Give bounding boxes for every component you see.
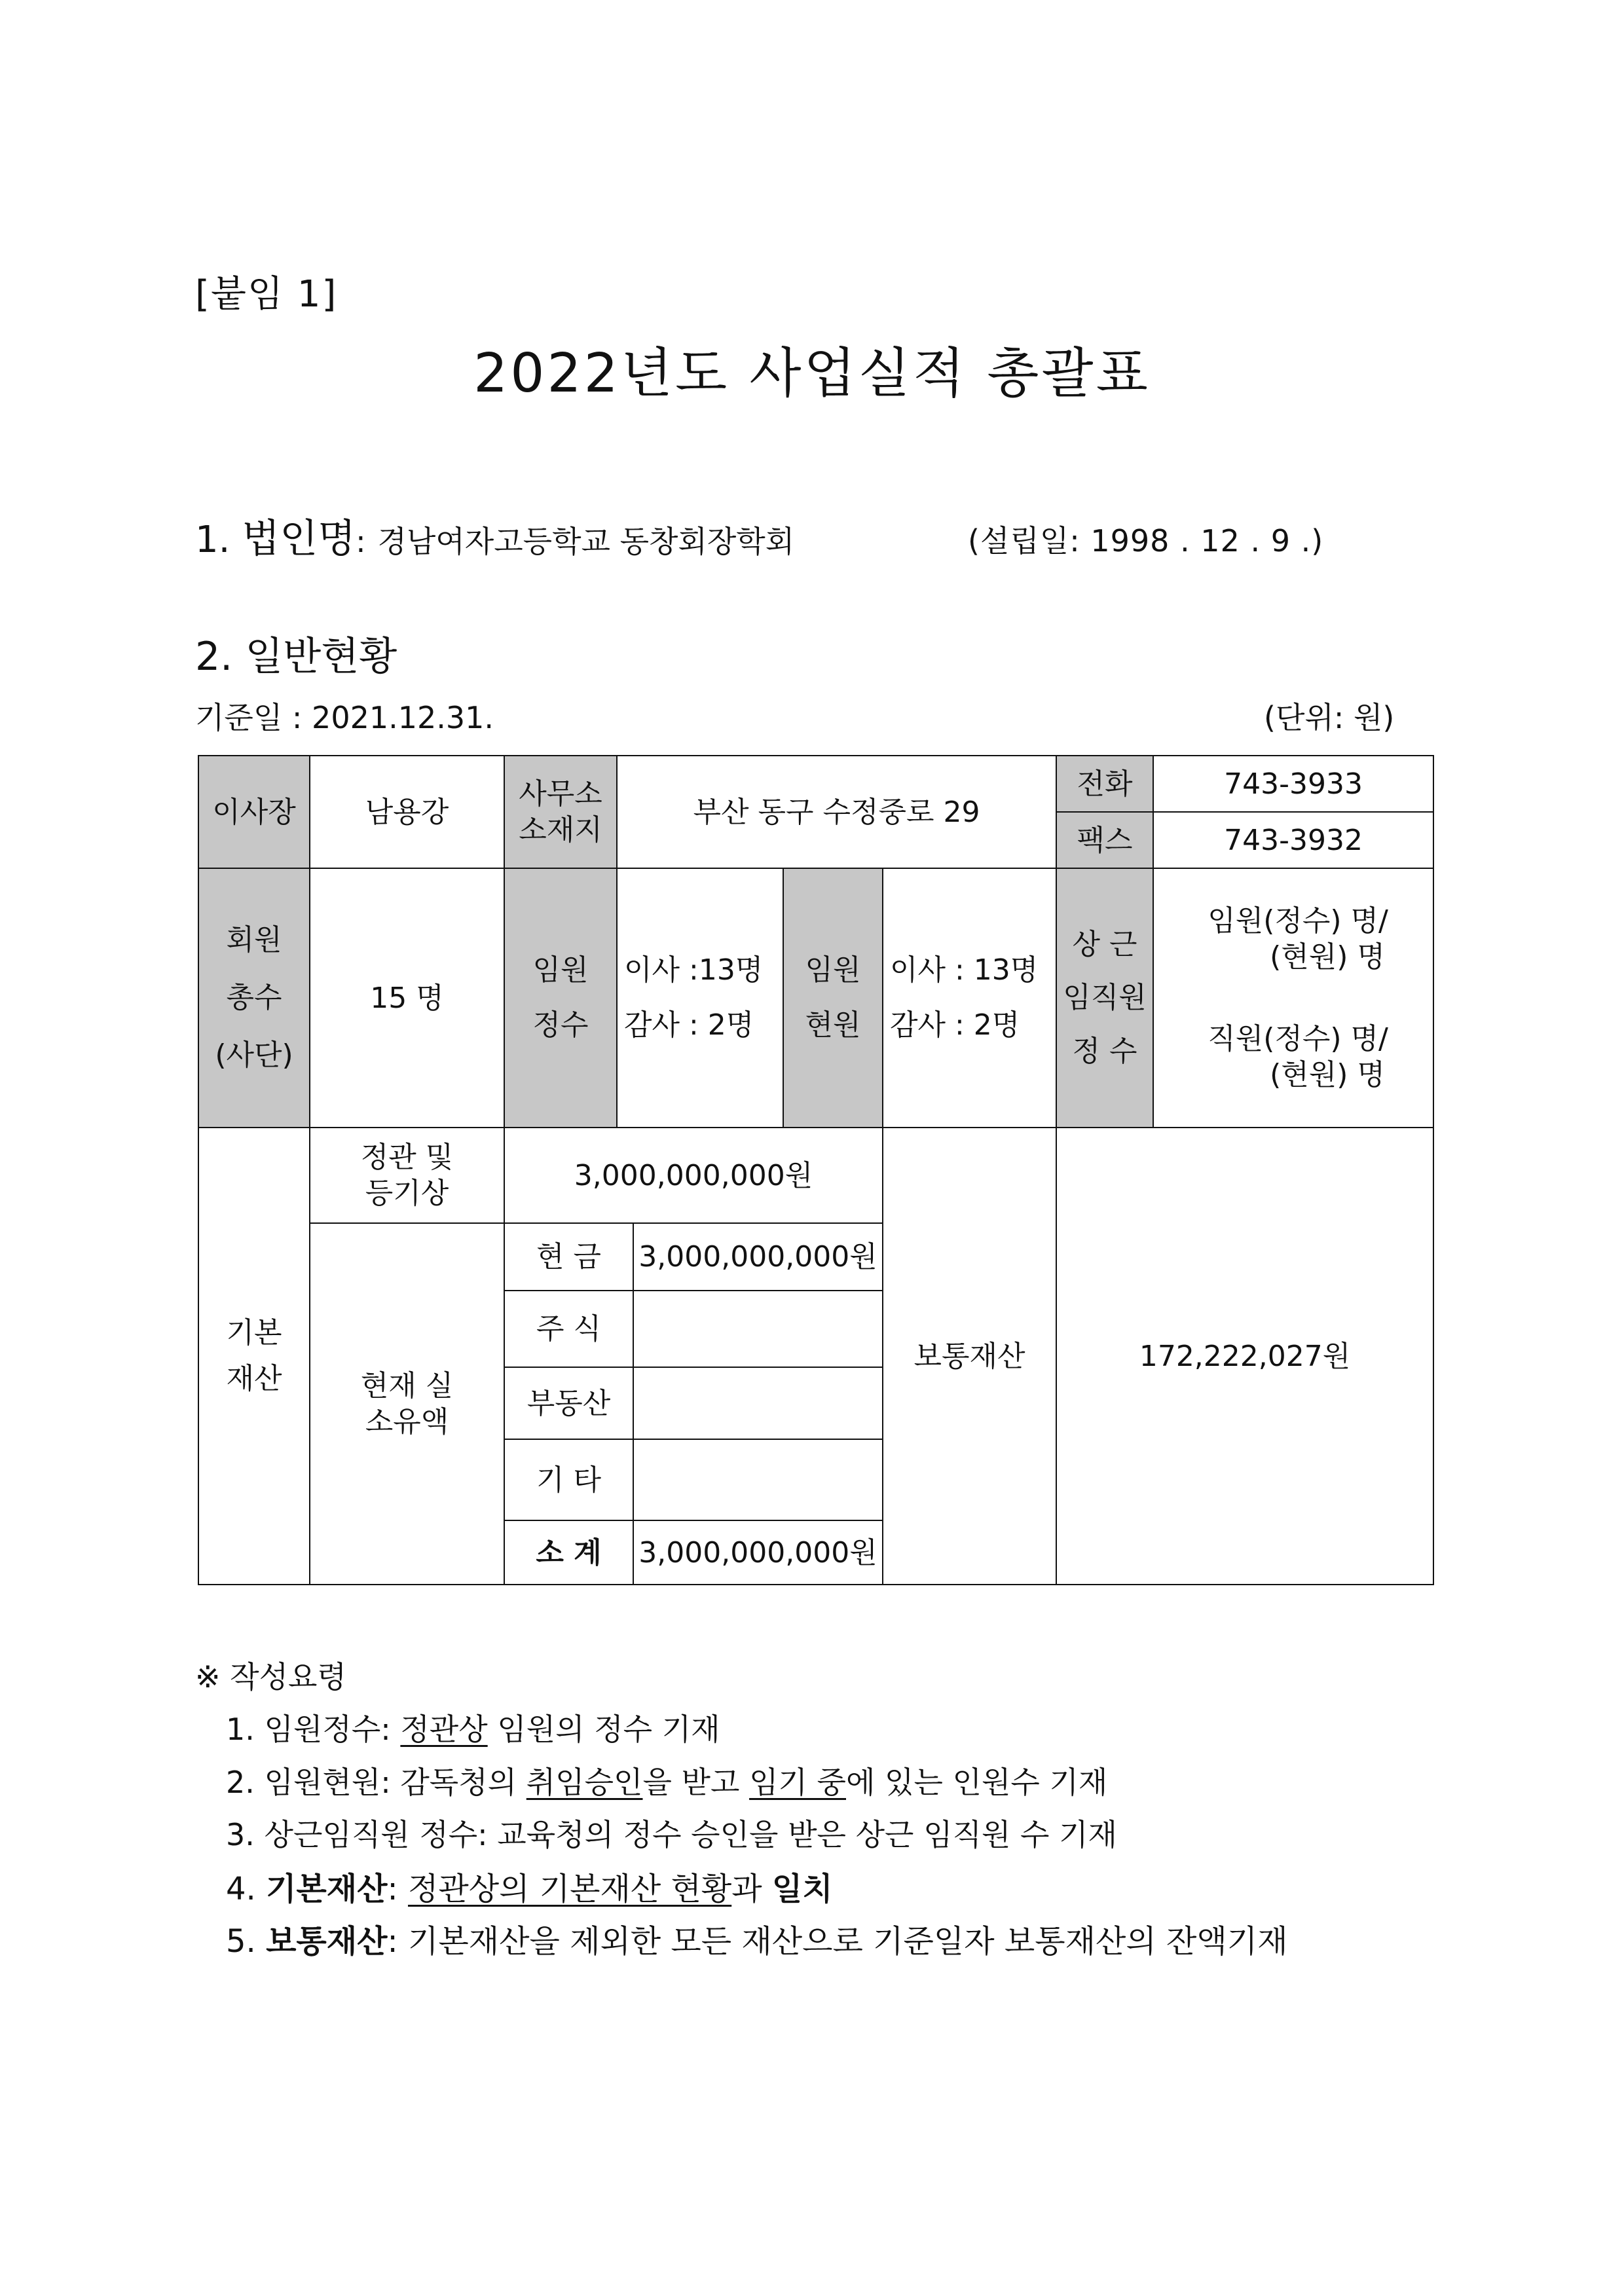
chair-name: 남용강 bbox=[310, 756, 504, 868]
members-label: 회원 총수 (사단) bbox=[198, 868, 310, 1128]
office-address: 부산 동구 수정중로 29 bbox=[617, 756, 1056, 868]
fulltime-staff-label: 상 근 임직원 정 수 bbox=[1056, 868, 1153, 1128]
other-assets-label: 기 타 bbox=[504, 1439, 633, 1520]
writing-guide-heading: ※ 작성요령 bbox=[195, 1659, 346, 1695]
corporation-colon: : bbox=[356, 524, 366, 559]
corporation-label: 법인명 bbox=[242, 516, 356, 562]
basis-date: 기준일 : 2021.12.31. bbox=[195, 700, 494, 735]
section-1-number: 1. bbox=[195, 519, 231, 561]
general-status-table bbox=[198, 755, 1434, 1585]
guide-item-2: 2. 임원현원: 감독청의 취임승인을 받고 임기 중에 있는 인원수 기재 bbox=[226, 1765, 1108, 1800]
subtotal-value: 3,000,000,000원 bbox=[633, 1520, 883, 1585]
real-estate-value bbox=[633, 1367, 883, 1439]
other-assets-value bbox=[633, 1439, 883, 1520]
subtotal-label: 소 계 bbox=[504, 1520, 633, 1585]
officer-current-label: 임원 현원 bbox=[783, 868, 883, 1128]
fax-label: 팩스 bbox=[1056, 812, 1153, 868]
cash-value: 3,000,000,000원 bbox=[633, 1223, 883, 1291]
basic-assets-label: 기본 재산 bbox=[198, 1128, 310, 1585]
guide-item-5: 5. 보통재산: 기본재산을 제외한 모든 재산으로 기준일자 보통재산의 잔액기재 bbox=[226, 1923, 1288, 1960]
officer-quota-label: 임원 정수 bbox=[504, 868, 617, 1128]
real-estate-label: 부동산 bbox=[504, 1367, 633, 1439]
guide-item-3: 3. 상근임직원 정수: 교육청의 정수 승인을 받은 상근 임직원 수 기재 bbox=[226, 1817, 1117, 1852]
stock-label: 주 식 bbox=[504, 1291, 633, 1367]
office-label: 사무소 소재지 bbox=[504, 756, 617, 868]
articles-value: 3,000,000,000원 bbox=[504, 1128, 883, 1223]
stock-value bbox=[633, 1291, 883, 1367]
chair-label: 이사장 bbox=[198, 756, 310, 868]
officer-quota-values: 이사 :13명 감사 : 2명 bbox=[617, 868, 783, 1128]
establishment-date: (설립일: 1998 . 12 . 9 .) bbox=[968, 523, 1324, 559]
phone-label: 전화 bbox=[1056, 756, 1153, 812]
ordinary-assets-label: 보통재산 bbox=[883, 1128, 1056, 1585]
corporation-name: 경남여자고등학교 동창회장학회 bbox=[377, 524, 795, 559]
phone-number: 743-3933 bbox=[1153, 756, 1433, 812]
actual-holdings-label: 현재 실 소유액 bbox=[310, 1223, 504, 1585]
guide-item-4: 4. 기본재산: 정관상의 기본재산 현황과 일치 bbox=[226, 1871, 833, 1907]
page-title: 2022년도 사업실적 총괄표 bbox=[473, 342, 1151, 405]
cash-label: 현 금 bbox=[504, 1223, 633, 1291]
guide-item-1: 1. 임원정수: 정관상 임원의 정수 기재 bbox=[226, 1712, 720, 1747]
section-1-corporation bbox=[195, 507, 794, 564]
fax-number: 743-3932 bbox=[1153, 812, 1433, 868]
section-2-heading: 2. 일반현황 bbox=[195, 634, 397, 680]
articles-label: 정관 및 등기상 bbox=[310, 1128, 504, 1223]
fulltime-staff-values: 임원(정수) 명/ (현원) 명 직원(정수) 명/ (현원) 명 bbox=[1153, 868, 1433, 1128]
ordinary-assets-value: 172,222,027원 bbox=[1056, 1128, 1433, 1585]
officer-current-values: 이사 : 13명 감사 : 2명 bbox=[883, 868, 1056, 1128]
attachment-label: [붙임 1] bbox=[195, 273, 338, 316]
unit-label: (단위: 원) bbox=[1264, 700, 1395, 735]
members-count: 15 명 bbox=[310, 868, 504, 1128]
